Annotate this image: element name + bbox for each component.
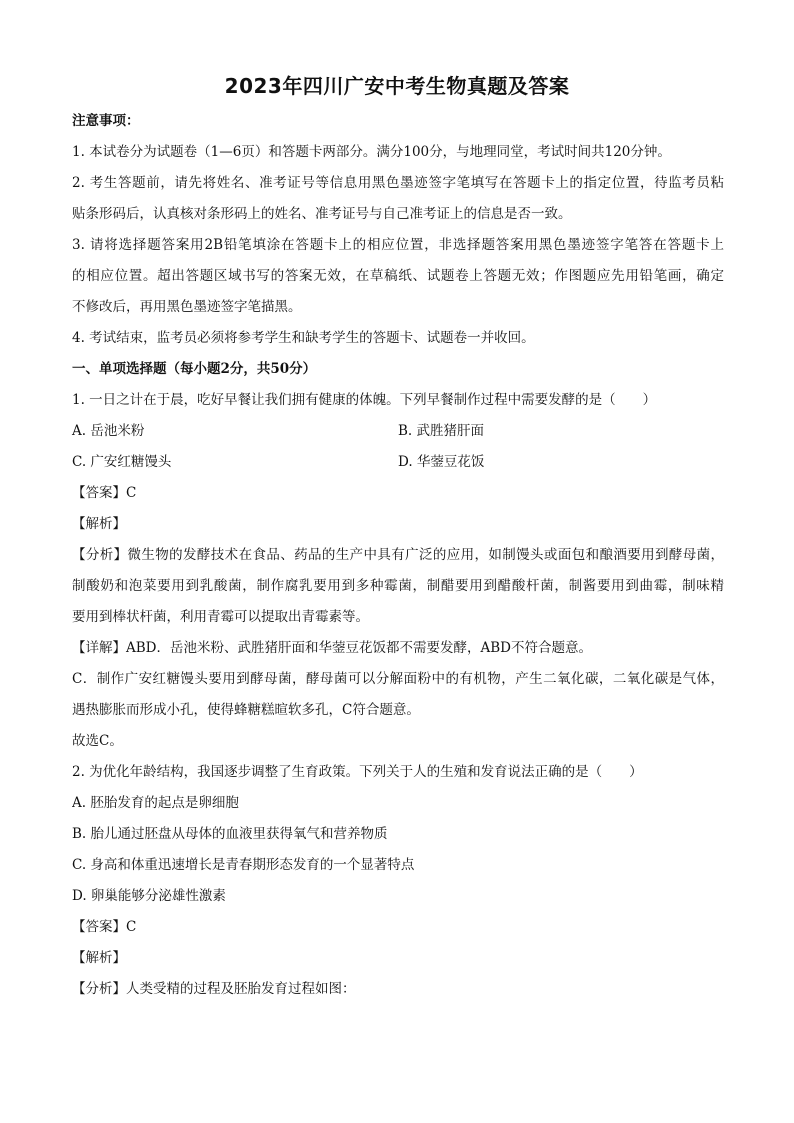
q1-fenxi-line-3: 要用到棒状杆菌，利用青霉可以提取出青霉素等。	[72, 609, 369, 625]
q2-fenxi: 【分析】人类受精的过程及胚胎发育过程如图：	[72, 981, 356, 997]
q1-option-c: C. 广安红糖馒头	[72, 454, 172, 470]
notice-item-3-line-2: 的相应位置。超出答题区域书写的答案无效，在草稿纸、试题卷上答题无效；作图题应先用铅笔画，确定	[72, 268, 724, 284]
q1-option-c-explain-line-1: C．制作广安红糖馒头要用到酵母菌，酵母菌可以分解面粉中的有机物，产生二氧化碳，二氧化碳是气体，	[72, 671, 724, 687]
notice-item-1: 1. 本试卷分为试题卷（1—6页）和答题卡两部分。满分100分，与地理同堂，考试时间共120分钟。	[72, 144, 671, 160]
notice-item-3-line-1: 3. 请将选择题答案用2B铅笔填涂在答题卡上的相应位置，非选择题答案用黑色墨迹签字笔答在答题卡上	[72, 237, 724, 253]
document-body	[72, 106, 724, 1005]
q1-answer: 【答案】C	[72, 485, 137, 501]
q2-stem: 2. 为优化年龄结构，我国逐步调整了生育政策。下列关于人的生殖和发育说法正确的是（ ）	[72, 764, 643, 780]
notice-item-3-line-3: 不修改后，再用黑色墨迹签字笔描黑。	[72, 299, 302, 315]
q1-fenxi-line-1: 【分析】微生物的发酵技术在食品、药品的生产中具有广泛的应用，如制馒头或面包和酿酒要用到酵母菌，	[72, 547, 724, 563]
q2-option-c: C. 身高和体重迅速增长是青春期形态发育的一个显著特点	[72, 857, 415, 873]
q1-option-c-explain-line-2: 遇热膨胀而形成小孔，使得蜂糖糕暄软多孔，C符合题意。	[72, 702, 420, 718]
q1-xiangjie: 【详解】ABD．岳池米粉、武胜猪肝面和华蓥豆花饭都不需要发酵，ABD不符合题意。	[72, 640, 592, 656]
q1-option-a: A. 岳池米粉	[72, 423, 145, 439]
notice-heading: 注意事项：	[72, 113, 140, 129]
notice-item-2-line-1: 2. 考生答题前，请先将姓名、准考证号等信息用黑色墨迹签字笔填写在答题卡上的指定位置，待监考员粘	[72, 175, 724, 191]
q1-stem: 1. 一日之计在于晨，吃好早餐让我们拥有健康的体魄。下列早餐制作过程中需要发酵的是（ ）	[72, 392, 657, 408]
q2-option-d: D. 卵巢能够分泌雄性激素	[72, 888, 226, 904]
q2-option-b: B. 胎儿通过胚盘从母体的血液里获得氧气和营养物质	[72, 826, 388, 842]
q1-fenxi-line-2: 制酸奶和泡菜要用到乳酸菌，制作腐乳要用到多种霉菌，制醋要用到醋酸杆菌，制酱要用到曲霉，制味精	[72, 578, 724, 594]
q2-analysis-label: 【解析】	[72, 950, 126, 966]
q1-option-d: D. 华蓥豆花饭	[398, 454, 485, 470]
q1-options-row-2	[72, 447, 724, 478]
q1-conclusion: 故选C。	[72, 733, 123, 749]
notice-item-2-line-2: 贴条形码后，认真核对条形码上的姓名、准考证号与自己准考证上的信息是否一致。	[72, 206, 572, 222]
q1-option-b: B. 武胜猪肝面	[398, 423, 485, 439]
notice-item-4: 4. 考试结束，监考员必须将参考学生和缺考学生的答题卡、试题卷一并收回。	[72, 330, 535, 346]
q2-answer: 【答案】C	[72, 919, 137, 935]
q1-options-row-1	[72, 416, 724, 447]
document-title: 2023年四川广安中考生物真题及答案	[224, 74, 570, 98]
q2-option-a: A. 胚胎发育的起点是卵细胞	[72, 795, 239, 811]
section-heading: 一、单项选择题（每小题2分，共50分）	[72, 361, 317, 377]
q1-analysis-label: 【解析】	[72, 516, 126, 532]
